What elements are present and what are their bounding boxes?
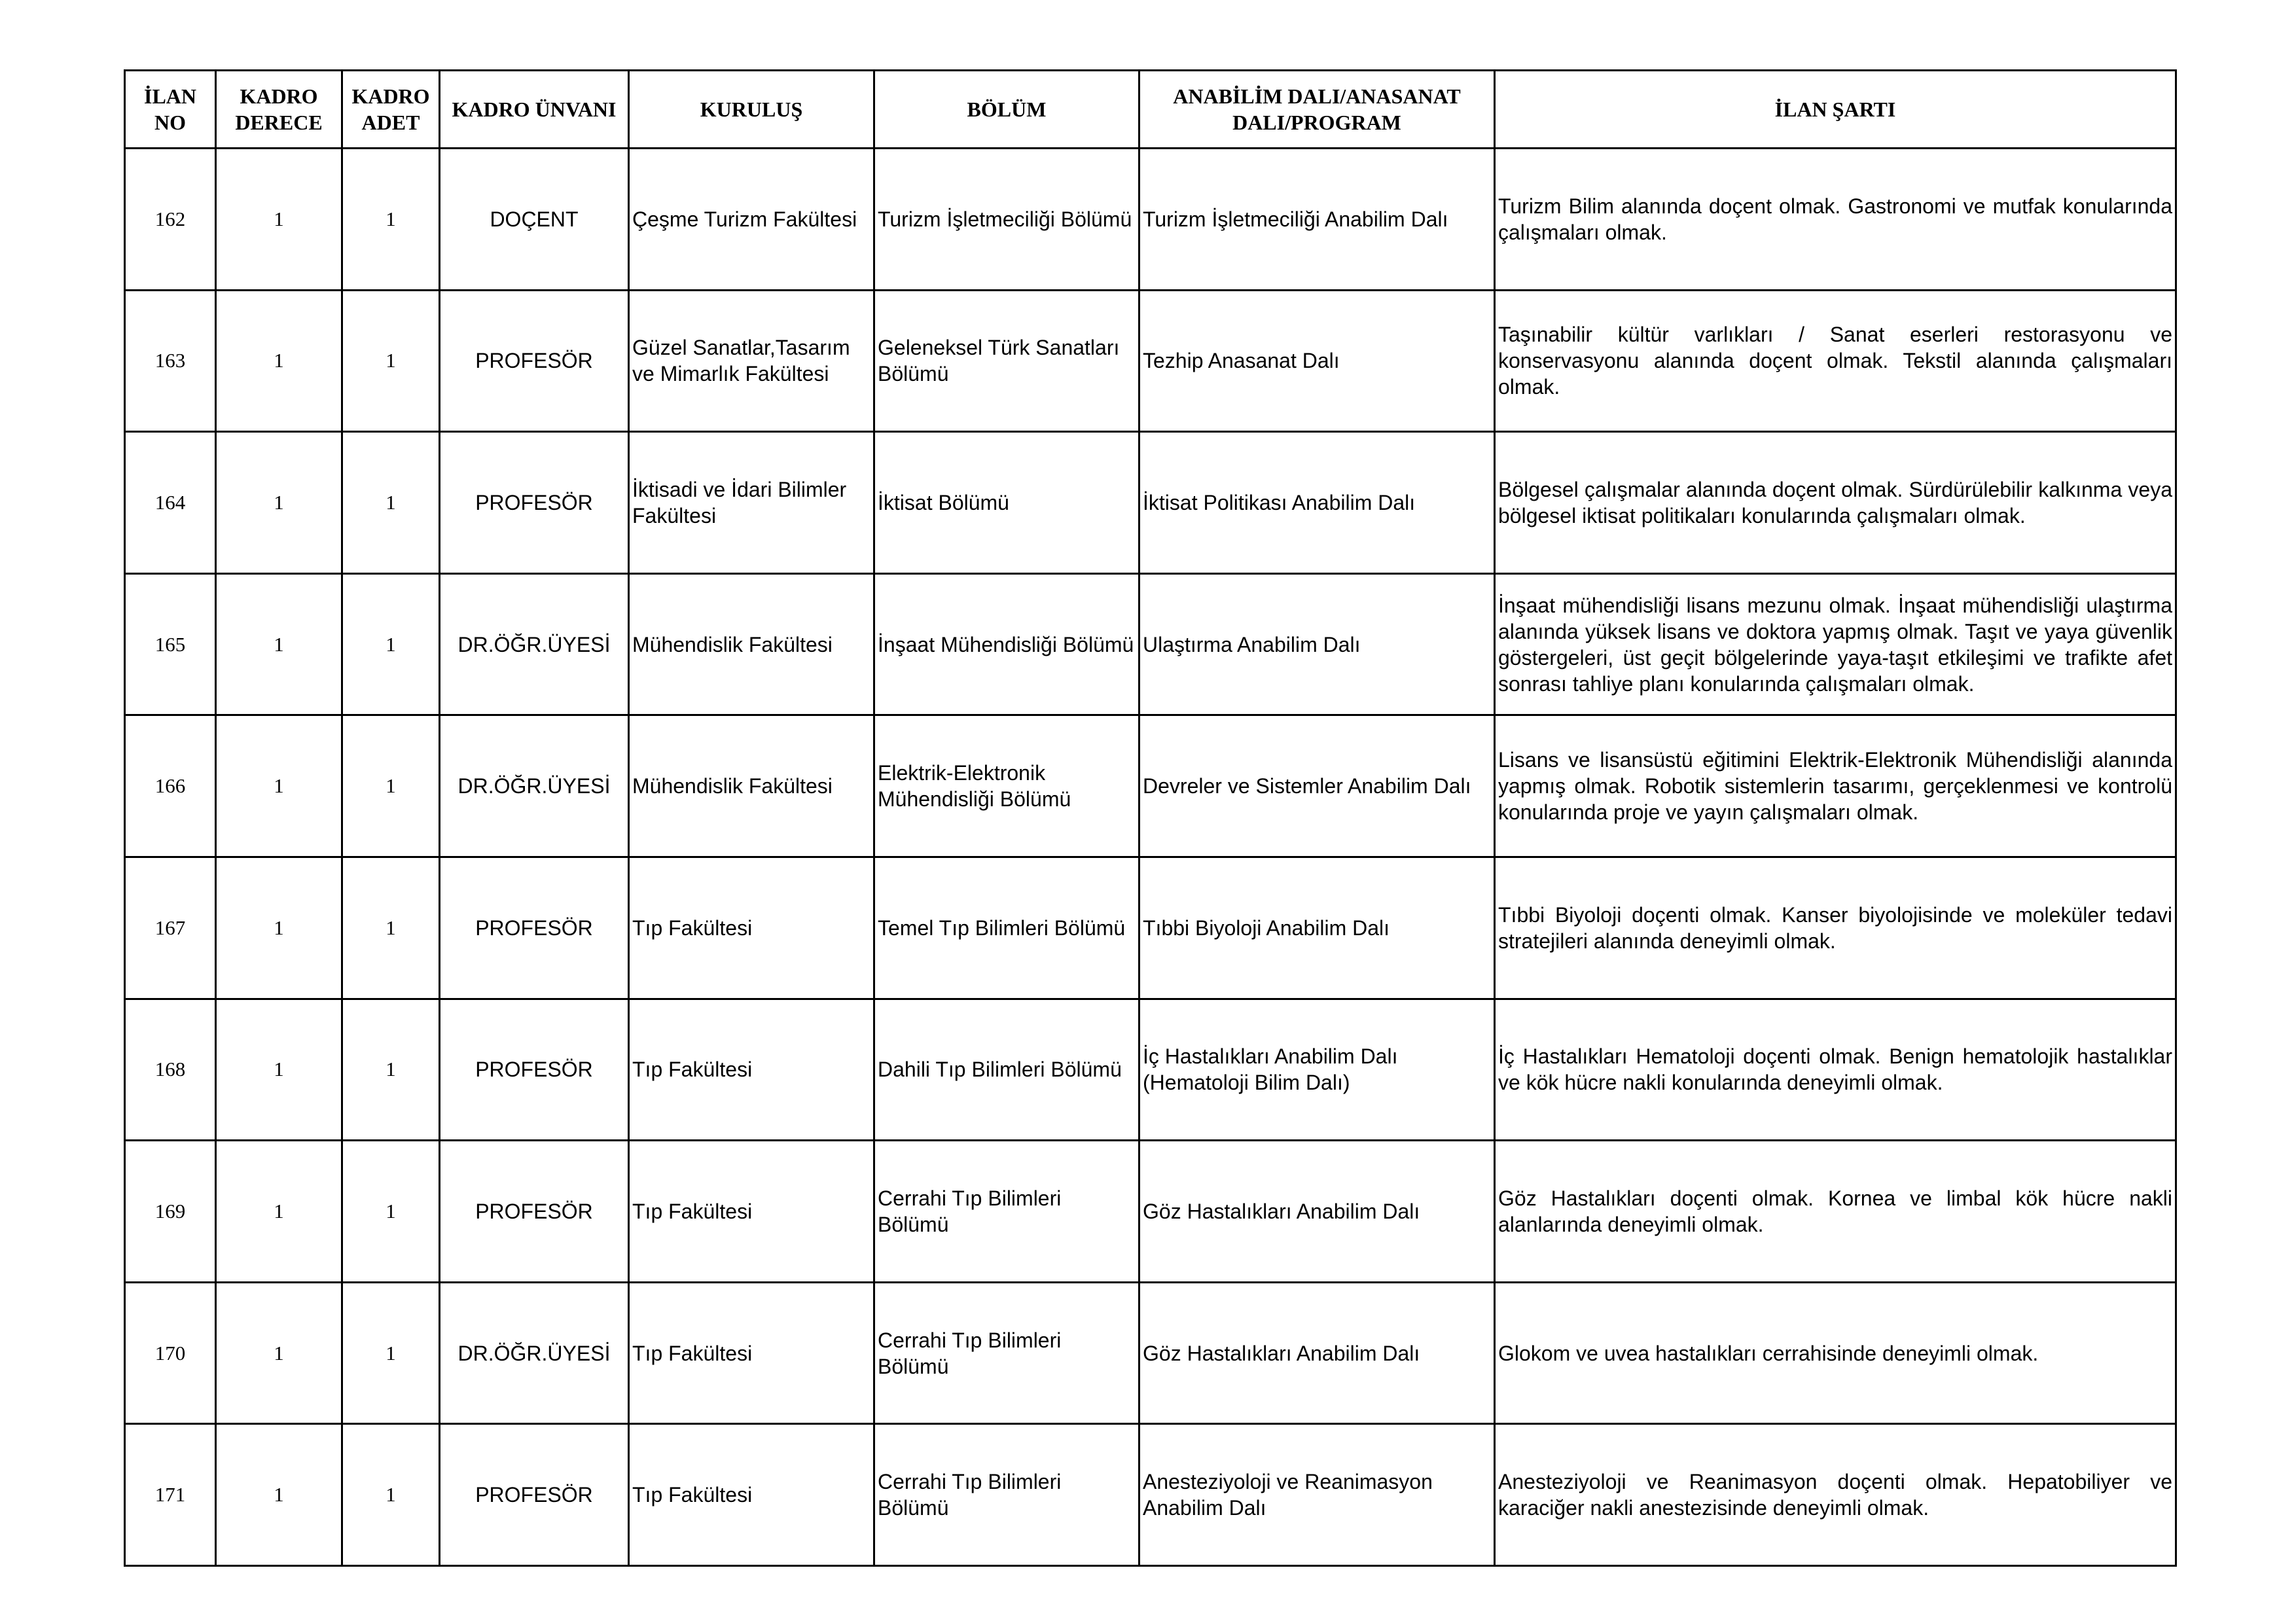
table-row: [125, 999, 2176, 1141]
cell-unvan: PROFESÖR: [440, 1141, 629, 1283]
cell-adet: 1: [342, 715, 440, 857]
header-ilan-sarti: İLAN ŞARTI: [1495, 71, 2176, 149]
cell-anabilim: Anesteziyoloji ve Reanimasyon Anabilim Dalı: [1139, 1424, 1495, 1566]
cell-unvan: PROFESÖR: [440, 857, 629, 999]
cell-ilan-sarti: Turizm Bilim alanında doçent olmak. Gastronomi ve mutfak konularında çalışmaları olmak.: [1495, 149, 2176, 291]
cell-anabilim: Devreler ve Sistemler Anabilim Dalı: [1139, 715, 1495, 857]
header-kadro-adet: KADRO ADET: [342, 71, 440, 149]
table-row: [125, 290, 2176, 432]
cell-bolum: Geleneksel Türk Sanatları Bölümü: [874, 290, 1139, 432]
cell-unvan: PROFESÖR: [440, 1424, 629, 1566]
cell-kurulus: Tıp Fakültesi: [629, 1424, 874, 1566]
cell-kurulus: Çeşme Turizm Fakültesi: [629, 149, 874, 291]
cell-adet: 1: [342, 432, 440, 574]
cell-derece: 1: [216, 715, 342, 857]
table-row: [125, 715, 2176, 857]
cell-ilan-no: 169: [125, 1141, 216, 1283]
cell-ilan-no: 163: [125, 290, 216, 432]
cell-kurulus: Mühendislik Fakültesi: [629, 573, 874, 715]
cell-adet: 1: [342, 1141, 440, 1283]
cell-unvan: PROFESÖR: [440, 290, 629, 432]
cell-ilan-no: 165: [125, 573, 216, 715]
cell-anabilim: İktisat Politikası Anabilim Dalı: [1139, 432, 1495, 574]
cell-bolum: Elektrik-Elektronik Mühendisliği Bölümü: [874, 715, 1139, 857]
cell-kurulus: İktisadi ve İdari Bilimler Fakültesi: [629, 432, 874, 574]
header-row: [125, 71, 2176, 149]
cell-adet: 1: [342, 857, 440, 999]
cell-anabilim: Turizm İşletmeciliği Anabilim Dalı: [1139, 149, 1495, 291]
table-row: [125, 432, 2176, 574]
header-anabilim: ANABİLİM DALI/ANASANAT DALI/PROGRAM: [1139, 71, 1495, 149]
table-row: [125, 1141, 2176, 1283]
cell-ilan-no: 170: [125, 1282, 216, 1424]
cell-unvan: DR.ÖĞR.ÜYESİ: [440, 715, 629, 857]
cell-ilan-no: 171: [125, 1424, 216, 1566]
cell-kurulus: Tıp Fakültesi: [629, 857, 874, 999]
table-row: [125, 1282, 2176, 1424]
cell-anabilim: Ulaştırma Anabilim Dalı: [1139, 573, 1495, 715]
cell-ilan-no: 162: [125, 149, 216, 291]
cell-kurulus: Tıp Fakültesi: [629, 999, 874, 1141]
cell-ilan-no: 166: [125, 715, 216, 857]
cell-bolum: Cerrahi Tıp Bilimleri Bölümü: [874, 1141, 1139, 1283]
cell-ilan-no: 167: [125, 857, 216, 999]
cell-anabilim: İç Hastalıkları Anabilim Dalı (Hematoloji Bilim Dalı): [1139, 999, 1495, 1141]
cell-bolum: Cerrahi Tıp Bilimleri Bölümü: [874, 1282, 1139, 1424]
cell-ilan-sarti: Tıbbi Biyoloji doçenti olmak. Kanser biyolojisinde ve moleküler tedavi stratejileri alanında deneyimli olmak.: [1495, 857, 2176, 999]
cell-bolum: Dahili Tıp Bilimleri Bölümü: [874, 999, 1139, 1141]
cell-adet: 1: [342, 1424, 440, 1566]
cell-bolum: Temel Tıp Bilimleri Bölümü: [874, 857, 1139, 999]
cell-anabilim: Tezhip Anasanat Dalı: [1139, 290, 1495, 432]
cell-derece: 1: [216, 1282, 342, 1424]
cell-derece: 1: [216, 1141, 342, 1283]
cell-ilan-sarti: Bölgesel çalışmalar alanında doçent olmak. Sürdürülebilir kalkınma veya bölgesel iktisat politikaları konularında çalışmaları olmak.: [1495, 432, 2176, 574]
cell-derece: 1: [216, 149, 342, 291]
cell-derece: 1: [216, 432, 342, 574]
cell-derece: 1: [216, 999, 342, 1141]
cell-ilan-sarti: Anesteziyoloji ve Reanimasyon doçenti olmak. Hepatobiliyer ve karaciğer nakli anestezisinde deneyimli olmak.: [1495, 1424, 2176, 1566]
table-row: [125, 149, 2176, 291]
cell-adet: 1: [342, 999, 440, 1141]
table-row: [125, 573, 2176, 715]
cell-bolum: İnşaat Mühendisliği Bölümü: [874, 573, 1139, 715]
cell-unvan: DR.ÖĞR.ÜYESİ: [440, 1282, 629, 1424]
cell-ilan-sarti: Glokom ve uvea hastalıkları cerrahisinde deneyimli olmak.: [1495, 1282, 2176, 1424]
cell-bolum: İktisat Bölümü: [874, 432, 1139, 574]
cell-adet: 1: [342, 573, 440, 715]
cell-adet: 1: [342, 149, 440, 291]
cell-ilan-no: 168: [125, 999, 216, 1141]
cell-anabilim: Tıbbi Biyoloji Anabilim Dalı: [1139, 857, 1495, 999]
header-kurulus: KURULUŞ: [629, 71, 874, 149]
cell-unvan: DR.ÖĞR.ÜYESİ: [440, 573, 629, 715]
cell-ilan-sarti: İç Hastalıkları Hematoloji doçenti olmak. Benign hematolojik hastalıklar ve kök hücre nakli konularında deneyimli olmak.: [1495, 999, 2176, 1141]
cell-bolum: Cerrahi Tıp Bilimleri Bölümü: [874, 1424, 1139, 1566]
cell-ilan-sarti: İnşaat mühendisliği lisans mezunu olmak. İnşaat mühendisliği ulaştırma alanında yüksek lisans ve doktora yapmış olmak. Taşıt ve yaya güvenlik göstergeleri, üst geçit bölgelerinde yaya-taşıt etkileşimi ve trafikte afet sonrası tahliye planı konularında çalışmaları olmak.: [1495, 573, 2176, 715]
cell-unvan: PROFESÖR: [440, 432, 629, 574]
cell-anabilim: Göz Hastalıkları Anabilim Dalı: [1139, 1141, 1495, 1283]
cell-kurulus: Tıp Fakültesi: [629, 1141, 874, 1283]
header-ilan-no: İLAN NO: [125, 71, 216, 149]
cell-ilan-sarti: Lisans ve lisansüstü eğitimini Elektrik-Elektronik Mühendisliği alanında yapmış olmak. Robotik sistemlerin tasarımı, gerçeklenmesi ve kontrolü konularında proje ve yayın çalışmaları olmak.: [1495, 715, 2176, 857]
cell-derece: 1: [216, 573, 342, 715]
cell-ilan-sarti: Taşınabilir kültür varlıkları / Sanat eserleri restorasyonu ve konservasyonu alanında doçent olmak. Tekstil alanında çalışmaları olmak.: [1495, 290, 2176, 432]
cell-adet: 1: [342, 290, 440, 432]
cell-kurulus: Mühendislik Fakültesi: [629, 715, 874, 857]
table-row: [125, 1424, 2176, 1566]
cell-bolum: Turizm İşletmeciliği Bölümü: [874, 149, 1139, 291]
cell-ilan-no: 164: [125, 432, 216, 574]
header-kadro-derece: KADRO DERECE: [216, 71, 342, 149]
cell-kurulus: Tıp Fakültesi: [629, 1282, 874, 1424]
cell-derece: 1: [216, 1424, 342, 1566]
cell-unvan: PROFESÖR: [440, 999, 629, 1141]
cell-unvan: DOÇENT: [440, 149, 629, 291]
header-kadro-unvani: KADRO ÜNVANI: [440, 71, 629, 149]
cell-kurulus: Güzel Sanatlar,Tasarım ve Mimarlık Fakültesi: [629, 290, 874, 432]
cell-anabilim: Göz Hastalıkları Anabilim Dalı: [1139, 1282, 1495, 1424]
cell-derece: 1: [216, 857, 342, 999]
table-row: [125, 857, 2176, 999]
cell-derece: 1: [216, 290, 342, 432]
header-bolum: BÖLÜM: [874, 71, 1139, 149]
cell-ilan-sarti: Göz Hastalıkları doçenti olmak. Kornea ve limbal kök hücre nakli alanlarında deneyimli olmak.: [1495, 1141, 2176, 1283]
cell-adet: 1: [342, 1282, 440, 1424]
positions-table: [124, 69, 2177, 1567]
